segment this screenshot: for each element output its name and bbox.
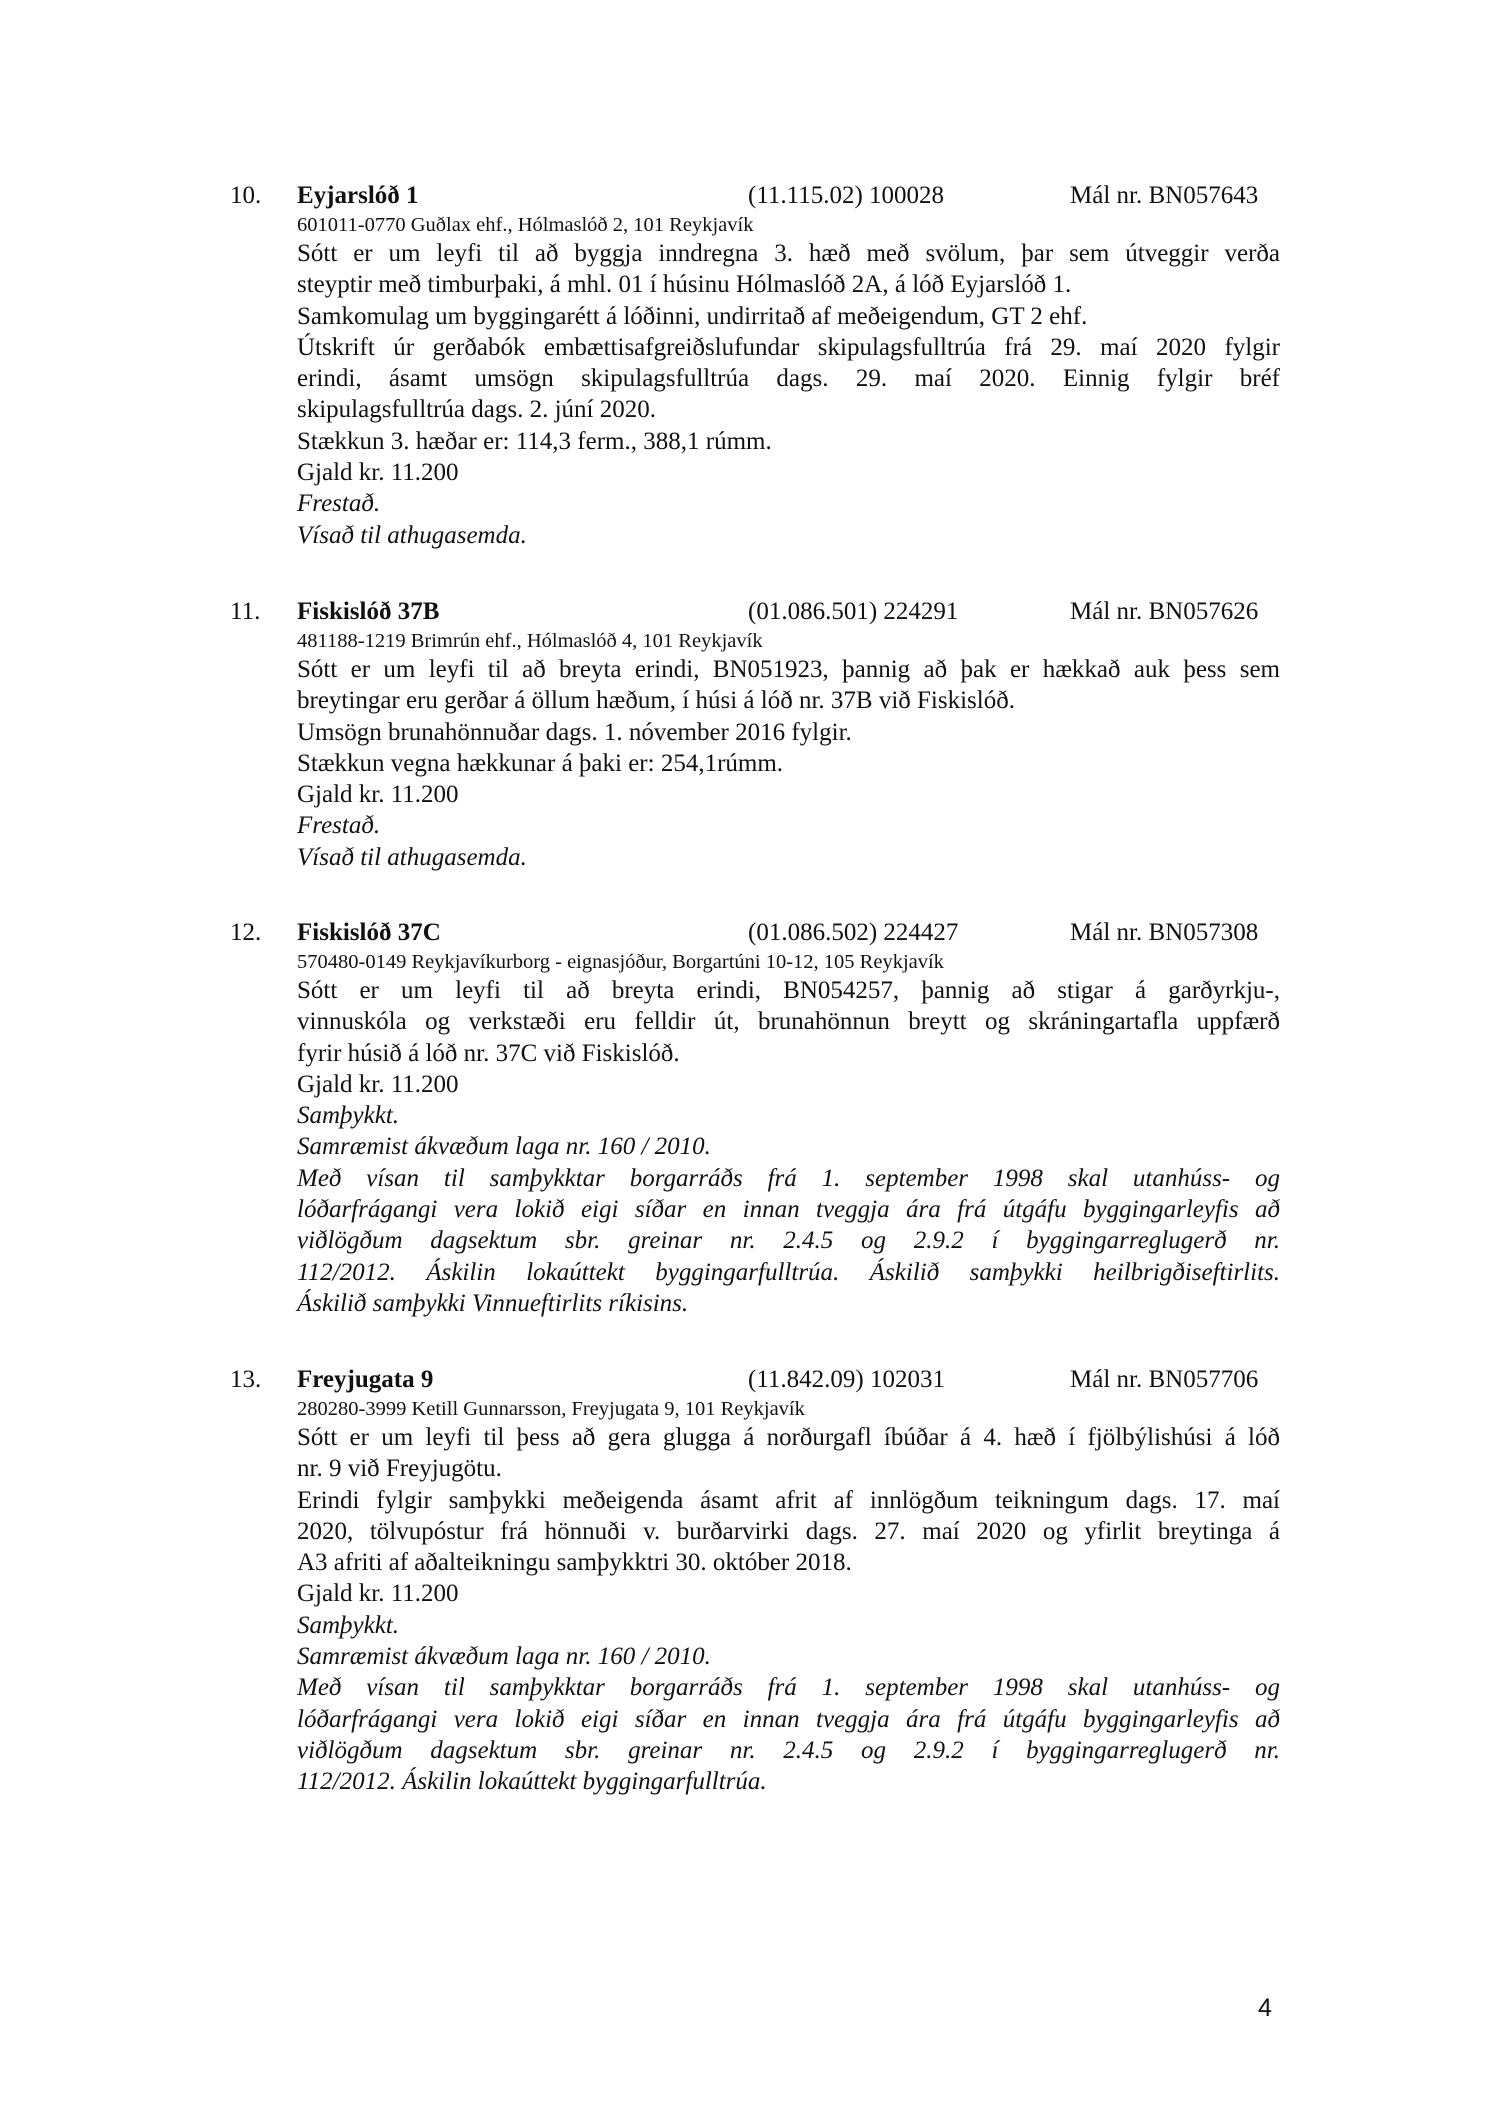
entry-text-line: Stækkun vegna hækkunar á þaki er: 254,1rúmm. xyxy=(297,749,784,777)
entry-text-line: steyptir með timburþaki, á mhl. 01 í húsinu Hólmaslóð 2A, á lóð Eyjarslóð 1. xyxy=(297,271,1072,299)
entry-fee: Gjald kr. 11.200 xyxy=(297,1070,459,1098)
entry-case-number: Mál nr. BN057626 xyxy=(1070,598,1259,625)
entry-decision: Samþykkt. xyxy=(297,1102,400,1130)
entry-text-line: erindi, ásamt umsögn skipulagsfulltrúa dags. 29. maí 2020. Einnig fylgir bréf xyxy=(297,365,1280,393)
entry-text-line: Sótt er um leyfi til þess að gera glugga á norðurgafl íbúðar á 4. hæð í fjölbýlishúsi á lóð xyxy=(297,1424,1280,1451)
entry-condition-line: viðlögðum dagsektum sbr. greinar nr. 2.4.5 og 2.9.2 í byggingarreglugerð nr. xyxy=(297,1736,1280,1764)
entry-address: Fiskislóð 37C xyxy=(297,919,441,946)
entry-case-number: Mál nr. BN057706 xyxy=(1070,1366,1259,1393)
agenda-entry xyxy=(230,1364,1280,1798)
entry-condition-line: Með vísan til samþykktar borgarráðs frá 1. september 1998 skal utanhúss- og xyxy=(297,1674,1280,1702)
entry-condition-line: Með vísan til samþykktar borgarráðs frá 1. september 1998 skal utanhúss- og xyxy=(297,1164,1280,1192)
entry-condition-line: viðlögðum dagsektum sbr. greinar nr. 2.4.5 og 2.9.2 í byggingarreglugerð nr. xyxy=(297,1227,1280,1255)
entry-address: Freyjugata 9 xyxy=(297,1366,434,1393)
entry-condition-line: lóðarfrágangi vera lokið eigi síðar en innan tveggja ára frá útgáfu byggingarleyfis að xyxy=(297,1196,1280,1224)
entry-text-line: Sótt er um leyfi til að breyta erindi, BN054257, þannig að stigar á garðyrkju-, xyxy=(297,977,1280,1004)
entry-applicant: 280280-3999 Ketill Gunnarsson, Freyjugata 9, 101 Reykjavík xyxy=(297,1398,805,1420)
entry-text-line: fyrir húsið á lóð nr. 37C við Fiskislóð. xyxy=(297,1039,680,1067)
entry-decision-note: Samræmist ákvæðum laga nr. 160 / 2010. xyxy=(297,1133,711,1161)
entry-decision-note: Vísað til athugasemda. xyxy=(297,843,527,871)
entry-number: 13. xyxy=(230,1366,262,1393)
entry-decision-note: Vísað til athugasemda. xyxy=(297,521,527,549)
entry-text-line: Sótt er um leyfi til að breyta erindi, BN051923, þannig að þak er hækkað auk þess sem xyxy=(297,656,1280,683)
entry-text-line: Samkomulag um byggingarétt á lóðinni, undirritað af meðeigendum, GT 2 ehf. xyxy=(297,302,1088,330)
entry-decision: Frestað. xyxy=(297,812,381,840)
entry-text-line: nr. 9 við Freyjugötu. xyxy=(297,1455,502,1483)
entry-text-line: skipulagsfulltrúa dags. 2. júní 2020. xyxy=(297,396,656,424)
entry-number: 12. xyxy=(230,919,262,946)
entry-number: 10. xyxy=(230,182,262,209)
entry-condition-line: 112/2012. Áskilin lokaúttekt byggingarfulltrúa. Áskilið samþykki heilbrigðiseftirlits. xyxy=(297,1258,1280,1286)
entry-text-line: Erindi fylgir samþykki meðeigenda ásamt afrit af innlögðum teikningum dags. 17. maí xyxy=(297,1486,1280,1514)
entry-condition-line: Áskilið samþykki Vinnueftirlits ríkisins. xyxy=(297,1289,689,1317)
entry-applicant: 601011-0770 Guðlax ehf., Hólmaslóð 2, 101 Reykjavík xyxy=(297,214,754,236)
entry-text-line: breytingar eru gerðar á öllum hæðum, í húsi á lóð nr. 37B við Fiskislóð. xyxy=(297,687,1015,715)
entry-fee: Gjald kr. 11.200 xyxy=(297,459,459,487)
entry-text-line: Sótt er um leyfi til að byggja inndregna 3. hæð með svölum, þar sem útveggir verða xyxy=(297,240,1280,267)
entry-address: Fiskislóð 37B xyxy=(297,598,440,625)
agenda-entry xyxy=(230,180,1280,551)
entry-decision-note: Samræmist ákvæðum laga nr. 160 / 2010. xyxy=(297,1643,711,1671)
entry-text-line: Útskrift úr gerðabók embættisafgreiðslufundar skipulagsfulltrúa frá 29. maí 2020 fylgir xyxy=(297,333,1280,361)
entry-header xyxy=(230,180,1280,212)
entry-case-number: Mál nr. BN057308 xyxy=(1070,919,1259,946)
entry-text-line: A3 afriti af aðalteikningu samþykktri 30. október 2018. xyxy=(297,1549,852,1577)
entry-fee: Gjald kr. 11.200 xyxy=(297,1580,459,1608)
entry-header xyxy=(230,596,1280,628)
entry-condition-line: lóðarfrágangi vera lokið eigi síðar en innan tveggja ára frá útgáfu byggingarleyfis að xyxy=(297,1705,1280,1733)
entry-property-code: (01.086.502) 224427 xyxy=(748,919,959,946)
agenda-entry xyxy=(230,917,1280,1319)
entry-applicant: 481188-1219 Brimrún ehf., Hólmaslóð 4, 101 Reykjavík xyxy=(297,630,763,652)
entry-header xyxy=(230,1364,1280,1396)
entry-property-code: (11.115.02) 100028 xyxy=(748,182,945,209)
entry-decision: Samþykkt. xyxy=(297,1611,400,1639)
page-number: 4 xyxy=(1258,1994,1272,2022)
entry-address: Eyjarslóð 1 xyxy=(297,182,419,209)
entry-text-line: Umsögn brunahönnuðar dags. 1. nóvember 2016 fylgir. xyxy=(297,718,852,746)
entry-text-line: vinnuskóla og verkstæði eru felldir út, brunahönnun breytt og skráningartafla uppfærð xyxy=(297,1008,1280,1036)
agenda-entry xyxy=(230,596,1280,873)
entry-property-code: (11.842.09) 102031 xyxy=(748,1366,945,1393)
entry-fee: Gjald kr. 11.200 xyxy=(297,781,459,809)
entry-text-line: Stækkun 3. hæðar er: 114,3 ferm., 388,1 rúmm. xyxy=(297,427,772,455)
entry-text-line: 2020, tölvupóstur frá hönnuði v. burðarvirki dags. 27. maí 2020 og yfirlit breytinga á xyxy=(297,1517,1280,1545)
entry-case-number: Mál nr. BN057643 xyxy=(1070,182,1259,209)
entry-decision: Frestað. xyxy=(297,490,381,518)
entry-number: 11. xyxy=(230,598,261,625)
entry-property-code: (01.086.501) 224291 xyxy=(748,598,959,625)
entry-applicant: 570480-0149 Reykjavíkurborg - eignasjóður, Borgartúni 10-12, 105 Reykjavík xyxy=(297,951,944,973)
entry-header xyxy=(230,917,1280,949)
entry-condition-line: 112/2012. Áskilin lokaúttekt byggingarfulltrúa. xyxy=(297,1768,767,1796)
